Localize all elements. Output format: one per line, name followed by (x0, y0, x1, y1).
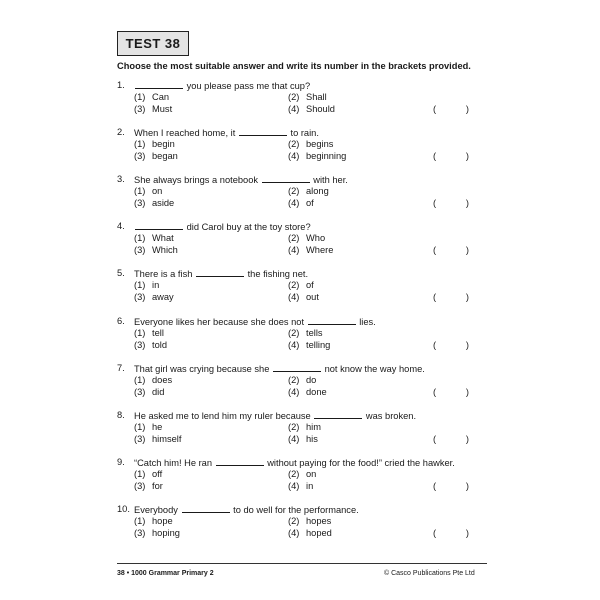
question-stem (134, 410, 416, 423)
option-1 (134, 139, 175, 151)
options-row (117, 104, 487, 116)
option-text: did (152, 386, 165, 397)
options-row (117, 481, 487, 493)
option-number: (3) (134, 103, 146, 114)
question-stem (134, 221, 311, 234)
option-text: began (152, 150, 178, 161)
options-row (117, 280, 487, 292)
option-2 (288, 422, 321, 434)
option-2 (288, 280, 314, 292)
question-1 (117, 80, 487, 115)
option-number: (4) (288, 339, 300, 350)
bracket-open: ( (433, 339, 437, 350)
answer-blank[interactable] (216, 457, 264, 466)
option-number: (2) (288, 469, 300, 479)
bracket-close: ) (465, 433, 469, 444)
stem-after-blank: without paying for the food!” cried the hawker. (267, 458, 455, 468)
question-stem-line (117, 174, 487, 186)
options-row (117, 198, 487, 210)
option-text: of (306, 280, 314, 290)
stem-before-blank: He asked me to lend him my ruler because (134, 411, 311, 421)
question-stem-line (117, 316, 487, 328)
option-text: his (306, 433, 318, 444)
option-4 (288, 292, 319, 304)
option-number: (1) (134, 233, 146, 243)
option-text: Can (152, 92, 170, 102)
question-number: 6. (117, 316, 125, 326)
option-text: for (152, 480, 163, 491)
question-stem (134, 174, 348, 187)
option-number: (4) (288, 386, 300, 397)
answer-blank[interactable] (239, 127, 287, 136)
option-1 (134, 233, 174, 245)
option-1 (134, 280, 159, 292)
stem-before-blank: There is a fish (134, 269, 193, 279)
answer-blank[interactable] (273, 363, 321, 372)
stem-after-blank: not know the way home. (324, 364, 425, 374)
option-text: himself (152, 433, 182, 444)
option-number: (2) (288, 280, 300, 290)
option-text: tells (306, 328, 323, 338)
stem-before-blank: When I reached home, it (134, 128, 236, 138)
option-text: hoped (306, 527, 332, 538)
question-number: 4. (117, 221, 125, 231)
option-3 (134, 340, 167, 352)
option-text: beginning (306, 150, 347, 161)
bracket-open: ( (433, 197, 437, 208)
question-6 (117, 316, 487, 351)
option-text: he (152, 422, 163, 432)
stem-after-blank: to do well for the performance. (233, 505, 359, 515)
option-text: on (306, 469, 317, 479)
option-number: (3) (134, 433, 146, 444)
question-stem-line (117, 504, 487, 516)
option-number: (1) (134, 92, 146, 102)
options-row (117, 528, 487, 540)
options-row (117, 233, 487, 245)
option-text: Should (306, 103, 335, 114)
answer-blank[interactable] (262, 174, 310, 183)
options-row (117, 151, 487, 163)
option-4 (288, 151, 346, 163)
test-title: TEST 38 (117, 31, 189, 56)
option-number: (1) (134, 422, 146, 432)
answer-blank[interactable] (182, 504, 230, 513)
option-1 (134, 375, 172, 387)
option-text: Where (306, 244, 334, 255)
stem-before-blank: Everybody (134, 505, 178, 515)
question-stem (134, 268, 308, 281)
question-number: 8. (117, 410, 125, 420)
option-number: (3) (134, 291, 146, 302)
stem-after-blank: was broken. (365, 411, 417, 421)
option-4 (288, 481, 313, 493)
options-row (117, 422, 487, 434)
option-text: hope (152, 516, 173, 526)
question-stem-line (117, 221, 487, 233)
option-text: hoping (152, 527, 180, 538)
options-row (117, 186, 487, 198)
option-number: (2) (288, 328, 300, 338)
option-number: (4) (288, 291, 300, 302)
bracket-open: ( (433, 244, 437, 255)
question-stem-line (117, 410, 487, 422)
option-4 (288, 104, 335, 116)
question-5 (117, 268, 487, 303)
question-number: 9. (117, 457, 125, 467)
question-number: 1. (117, 80, 125, 90)
option-number: (4) (288, 150, 300, 161)
bracket-close: ) (465, 150, 469, 161)
question-stem (134, 316, 376, 329)
question-7 (117, 363, 487, 398)
question-number: 10. (117, 504, 130, 514)
option-3 (134, 434, 181, 446)
stem-before-blank: That girl was crying because she (134, 364, 270, 374)
bracket-open: ( (433, 386, 437, 397)
stem-after-blank: to rain. (290, 128, 319, 138)
option-number: (2) (288, 139, 300, 149)
answer-blank[interactable] (308, 316, 356, 325)
question-4 (117, 221, 487, 256)
option-2 (288, 139, 333, 151)
options-row (117, 328, 487, 340)
option-number: (2) (288, 375, 300, 385)
option-text: hopes (306, 516, 332, 526)
question-stem (134, 127, 319, 140)
option-number: (4) (288, 480, 300, 491)
answer-blank[interactable] (135, 221, 183, 230)
stem-before-blank: She always brings a notebook (134, 175, 259, 185)
option-2 (288, 469, 316, 481)
question-9 (117, 457, 487, 492)
stem-after-blank: did Carol buy at the toy store? (186, 222, 311, 232)
option-4 (288, 340, 330, 352)
option-text: telling (306, 339, 331, 350)
options-row (117, 387, 487, 399)
option-3 (134, 387, 164, 399)
option-4 (288, 528, 332, 540)
option-3 (134, 104, 172, 116)
option-4 (288, 198, 314, 210)
option-number: (3) (134, 197, 146, 208)
option-text: on (152, 186, 163, 196)
option-1 (134, 328, 164, 340)
option-number: (1) (134, 469, 146, 479)
option-text: does (152, 375, 173, 385)
stem-after-blank: lies. (359, 317, 376, 327)
option-text: aside (152, 197, 175, 208)
bracket-close: ) (465, 339, 469, 350)
option-2 (288, 516, 331, 528)
option-text: What (152, 233, 174, 243)
option-number: (3) (134, 386, 146, 397)
options-row (117, 516, 487, 528)
option-4 (288, 387, 327, 399)
option-text: Who (306, 233, 326, 243)
footer-divider (117, 563, 487, 564)
options-row (117, 340, 487, 352)
option-2 (288, 186, 329, 198)
option-number: (1) (134, 375, 146, 385)
option-text: in (306, 480, 314, 491)
option-1 (134, 92, 169, 104)
question-stem-line (117, 127, 487, 139)
question-stem-line (117, 363, 487, 375)
question-stem (134, 80, 310, 93)
option-number: (2) (288, 186, 300, 196)
question-stem (134, 363, 425, 376)
option-text: told (152, 339, 167, 350)
option-number: (3) (134, 150, 146, 161)
bracket-close: ) (465, 103, 469, 114)
option-number: (3) (134, 339, 146, 350)
question-number: 5. (117, 268, 125, 278)
option-text: tell (152, 328, 164, 338)
bracket-open: ( (433, 527, 437, 538)
option-number: (4) (288, 197, 300, 208)
stem-before-blank: “Catch him! He ran (134, 458, 213, 468)
option-3 (134, 151, 178, 163)
option-text: Shall (306, 92, 327, 102)
options-row (117, 469, 487, 481)
bracket-open: ( (433, 291, 437, 302)
option-number: (2) (288, 516, 300, 526)
bracket-close: ) (465, 480, 469, 491)
option-text: in (152, 280, 160, 290)
option-2 (288, 328, 323, 340)
bracket-open: ( (433, 480, 437, 491)
stem-after-blank: you please pass me that cup? (186, 81, 311, 91)
options-row (117, 139, 487, 151)
option-number: (4) (288, 103, 300, 114)
instruction-text: Choose the most suitable answer and write its number in the brackets provided. (117, 61, 471, 71)
option-3 (134, 198, 174, 210)
option-text: off (152, 469, 163, 479)
stem-after-blank: the fishing net. (247, 269, 309, 279)
bracket-close: ) (465, 527, 469, 538)
answer-blank[interactable] (135, 80, 183, 89)
option-1 (134, 516, 173, 528)
option-1 (134, 469, 162, 481)
bracket-open: ( (433, 150, 437, 161)
footer-copyright: © Casco Publications Pte Ltd (384, 570, 475, 577)
stem-after-blank: with her. (313, 175, 348, 185)
option-3 (134, 292, 174, 304)
option-number: (1) (134, 186, 146, 196)
bracket-close: ) (465, 291, 469, 302)
question-stem-line (117, 80, 487, 92)
stem-before-blank: Everyone likes her because she does not (134, 317, 305, 327)
answer-blank[interactable] (196, 268, 244, 277)
option-3 (134, 481, 163, 493)
question-stem (134, 457, 455, 470)
option-text: Which (152, 244, 178, 255)
option-3 (134, 528, 180, 540)
footer-page-info: 38 • 1000 Grammar Primary 2 (117, 570, 214, 577)
option-text: Must (152, 103, 173, 114)
question-stem-line (117, 457, 487, 469)
answer-blank[interactable] (314, 410, 362, 419)
bracket-close: ) (465, 386, 469, 397)
bracket-close: ) (465, 244, 469, 255)
option-number: (3) (134, 527, 146, 538)
option-number: (4) (288, 527, 300, 538)
option-text: begins (306, 139, 334, 149)
option-number: (1) (134, 280, 146, 290)
option-text: begin (152, 139, 175, 149)
question-number: 3. (117, 174, 125, 184)
option-number: (1) (134, 139, 146, 149)
option-number: (3) (134, 244, 146, 255)
options-row (117, 292, 487, 304)
option-number: (3) (134, 480, 146, 491)
question-number: 2. (117, 127, 125, 137)
bracket-open: ( (433, 103, 437, 114)
option-number: (1) (134, 516, 146, 526)
option-4 (288, 434, 318, 446)
bracket-close: ) (465, 197, 469, 208)
option-2 (288, 233, 325, 245)
option-3 (134, 245, 178, 257)
option-text: done (306, 386, 327, 397)
option-1 (134, 186, 162, 198)
option-2 (288, 92, 327, 104)
option-number: (2) (288, 233, 300, 243)
option-number: (2) (288, 422, 300, 432)
option-number: (1) (134, 328, 146, 338)
option-2 (288, 375, 316, 387)
option-text: away (152, 291, 174, 302)
bracket-open: ( (433, 433, 437, 444)
option-text: do (306, 375, 317, 385)
question-10 (117, 504, 487, 539)
question-3 (117, 174, 487, 209)
question-number: 7. (117, 363, 125, 373)
option-4 (288, 245, 333, 257)
option-text: out (306, 291, 319, 302)
options-row (117, 92, 487, 104)
options-row (117, 434, 487, 446)
option-text: along (306, 186, 329, 196)
options-row (117, 245, 487, 257)
option-1 (134, 422, 162, 434)
question-stem (134, 504, 359, 517)
option-number: (2) (288, 92, 300, 102)
option-text: of (306, 197, 314, 208)
question-stem-line (117, 268, 487, 280)
question-2 (117, 127, 487, 162)
options-row (117, 375, 487, 387)
option-text: him (306, 422, 321, 432)
option-number: (4) (288, 433, 300, 444)
question-8 (117, 410, 487, 445)
option-number: (4) (288, 244, 300, 255)
